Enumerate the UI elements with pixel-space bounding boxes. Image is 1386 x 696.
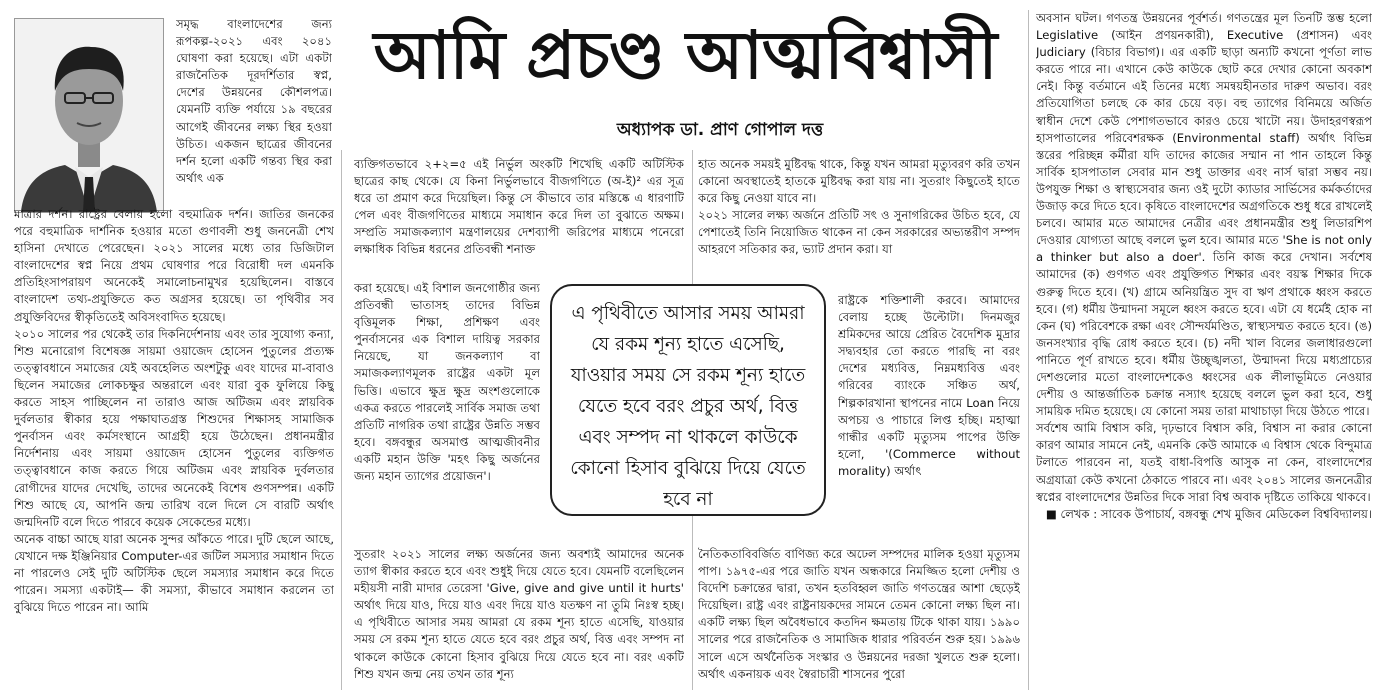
col2-paragraph-2: করা হয়েছে। এই বিশাল জনগোষ্ঠীর জন্য প্রতিবন্ধী ভাতাসহ তাদের বিভিন্ন বৃত্তিমূলক শিক্ষা, প্রশিক্ষণ এবং পুনর্বাসনের এক বিশাল দায়িত্ব সরকার নিয়েছে, যা জনকল্যাণ বা সমাজকল্যাণমূলক রাষ্ট্রের একটা মূল ভিত্তি। এভাবে ক্ষুদ্র ক্ষুদ্র অংশগুলোকে একত্র করতে পারলেই সার্বিক সমাজ তথা প্রতিটি নাগরিক তথা রাষ্ট্রের উন্নতি সম্ভব হবে। বঙ্গবন্ধুর অসমাপ্ত আত্মজীবনীর একটি মহান উক্তি 'মহৎ কিছু অর্জনের জন্য মহান ত্যাগের প্রয়োজন'।: [354, 281, 540, 484]
sidebar-intro-text: [176, 16, 332, 204]
column-2-bottom: [354, 546, 684, 690]
col4-paragraph-2: সর্বশেষ আমি বিশ্বাস করি, দৃঢ়ভাবে বিশ্বাস করি, বিশ্বাস না করার কোনো কারণ আমার সামনে নেই, এমনকি কেউ আমাকে এ বিশ্বাস থেকে বিন্দুমাত্র টলাতে পারবেন না, যতই বাধা-বিপত্তি আসুক না কেন, বাংলাদেশের অগ্রযাত্রা কেউ কখনো ঠেকাতে পারবে না। এবং ২০৪১ সালের জননেত্রীর স্বপ্নের বাংলাদেশের উন্নতির দিকে সারা বিশ্ব অবাক দৃষ্টিতে তাকিয়ে থাকবে।: [1036, 421, 1372, 504]
col2-paragraph-1: ব্যক্তিগতভাবে ২+২=৫ এই নির্ভুল অংকটি শিখেছি একটি অটিস্টিক ছাত্রের কাছ থেকে। যে কিনা নির্ভুলভাবে বীজগণিতে (অ-ই)² এর সূত্র ধরে তা প্রমাণ করে দিয়েছিল। কিন্তু সে কীভাবে তার মস্তিষ্কে এ ধারণাটি পেল এবং বীজগণিতের মাধ্যমে সমাধান করে দিল তা বুঝাতে অক্ষম। সম্প্রতি সমাজকল্যাণ মন্ত্রণালয়ের দেশব্যাপী জরিপের মাধ্যমে পনেরো লক্ষাধিক বিভিন্ন ধরনের প্রতিবন্ধী শনাক্ত: [354, 157, 684, 257]
col1-paragraph-2: ২০১০ সালের পর থেকেই তার দিকনির্দেশনায় এবং তার সুযোগ্য কন্যা, শিশু মনোরোগ বিশেষজ্ঞ সায়মা ওয়াজেদ হোসেন পুতুলের প্রত্যক্ষ তত্ত্বাবধানে সমাজের যেই অবহেলিত অংশটুকু এবং যাদের মা-বাবাও ছিলেন সমাজের লোকচক্ষুর অন্তরালে এবং যারা বুক ফুলিয়ে কিছু করতে সাহস পাচ্ছিলেন না তারাও আজ অটিজম এবং স্নায়বিক দুর্বলতার স্বীকার হয়ে পক্ষাঘাতগ্রস্ত শিশুদের শিক্ষাসহ সামাজিক পুনর্বাসন এবং কর্মসংস্থানে আগ্রহী হয়ে উঠেছেন। প্রধানমন্ত্রীর নির্দেশনায় এবং সায়মা ওয়াজেদ হোসেন পুতুলের ব্যক্তিগত তত্ত্বাবধানে কাজ করতে গিয়ে অটিজম এবং স্নায়বিক দুর্বলতার রোগীদের যাদের দেখেছি, তাদের অনেকেই বিশেষ গুণসম্পন্ন। একটি শিশু আছে যে, আপনি জন্ম তারিখ বলে দিলে সে বারটি অর্থাৎ জন্মদিনটি বলে দিতে পারবে কয়েক সেকেন্ডের মধ্যে।: [14, 326, 334, 529]
pull-quote: [550, 284, 826, 516]
column-3-bottom: [698, 546, 1020, 690]
column-divider: [1028, 10, 1029, 690]
author-photo: [14, 18, 164, 213]
col3-paragraph-2: ২০২১ সালের লক্ষ্য অর্জনে প্রতিটি সৎ ও সুনাগরিকের উচিত হবে, যে পেশাতেই তিনি নিয়োজিত থাকেন না কেন সরকারের অভ্যন্তরীণ সম্পদ আহরণে সতিকার কর, ভ্যাট প্রদান করা। যা: [698, 208, 1020, 257]
page-title: আমি প্রচণ্ড আত্মবিশ্বাসী: [373, 17, 997, 94]
author-byline: অধ্যাপক ডা. প্রাণ গোপাল দত্ত: [616, 120, 824, 140]
author-portrait-icon: [15, 19, 163, 212]
author-note: ■ লেখক : সাবেক উপাচার্য, বঙ্গবন্ধু শেখ মুজিব মেডিকেল বিশ্ববিদ্যালয়।: [1045, 506, 1372, 521]
column-1: [14, 206, 334, 690]
column-3-top: [698, 156, 1020, 288]
pull-quote-text: এ পৃথিবীতে আসার সময় আমরা যে রকম শূন্য হাতে এসেছি, যাওয়ার সময় সে রকম শূন্য হাতে যেতে হবে বরং প্রচুর অর্থ, বিত্ত এবং সম্পদ না থাকলে কাউকে কোনো হিসাব বুঝিয়ে দিয়ে যেতে হবে না: [570, 303, 806, 510]
col1-paragraph-3: অনেক বাচ্চা আছে যারা অনেক সুন্দর আঁকতে পারে। দুটি ছেলে আছে, যেখানে দক্ষ ইঞ্জিনিয়ার Computer-এর জটিল সমস্যার সমাধান দিতে না পারলেও সেই দুটি অটিস্টিক ছেলে সমস্যার সমাধান করে দিতে পারেন। সমস্যা একটাই— কী সমস্যা, কীভাবে সমাধান করলেন তা বুঝিয়ে দিতে পারেন না। আমি: [14, 531, 334, 615]
intro-paragraph: সমৃদ্ধ বাংলাদেশের জন্য রূপকল্প-২০২১ এবং ২০৪১ ঘোষণা করা হয়েছে। এটা একটা রাজনৈতিক দূরদর্শিতার স্বপ্ন, দেশের উন্নয়নের কৌশলপত্র। যেমনটি ব্যক্তি পর্যায়ে ১৯ বছরের আগেই জীবনের লক্ষ্য স্থির হওয়া উচিত। একজন ছাত্রের জীবনের দর্শন হলো একটি গন্তব্য স্থির করা অর্থাৎ এক: [176, 17, 332, 185]
col3-paragraph-1: হাত অনেক সময়ই মুষ্টিবদ্ধ থাকে, কিন্তু যখন আমরা মৃত্যুবরণ করি তখন কোনো অবস্থাতেই হাতকে মুষ্টিবদ্ধ করা যায় না। সুতরাং কিছুতেই হাতে করে কিছু নেওয়া যাবে না।: [698, 157, 1020, 206]
col2-paragraph-3: সুতরাং ২০২১ সালের লক্ষ্য অর্জনের জন্য অবশ্যই আমাদের অনেক ত্যাগ স্বীকার করতে হবে এবং শুধুই দিয়ে যেতে হবে। যেমনটি বলেছিলেন মহীয়সী নারী মাদার তেরেসা 'Give, give and give until it hurts' অর্থাৎ দিয়ে যাও, দিয়ে যাও এবং দিয়ে যাও যতক্ষণ না তুমি নিঃস্ব হচ্ছ। এ পৃথিবীতে আসার সময় আমরা যে রকম শূন্য হাতে এসেছি, যাওয়ার সময় সে রকম শূন্য হাতে যেতে হবে বরং প্রচুর অর্থ, বিত্ত এবং সম্পদ না থাকলে কাউকে কোনো হিসাব বুঝিয়ে দিয়ে যেতে হবে না। বরং একটি শিশু যখন জন্ম নেয় তখন তার শূন্য: [354, 547, 684, 681]
column-2-narrow: [354, 280, 540, 542]
col4-paragraph-1: অবসান ঘটল। গণতন্ত্র উন্নয়নের পূর্বশর্ত। গণতন্ত্রের মূল তিনটি স্তম্ভ হলো Legislative (আইন প্রণয়নকারী), Executive (প্রশাসন) এবং Judiciary (বিচার বিভাগ)। এর একটি ছাড়া অন্যটি কখনো পূর্ণতা লাভ করতে পারে না। এখানে কেউ কাউকে ছোট করে দেখার কোনো অবকাশ নেই। কিন্তু বর্তমানে এই তিনের মধ্যে সমন্বয়হীনতার দারুণ অভাব। বরং প্রতিযোগিতা চলছে কে কার চেয়ে বড়। বহু ত্যাগের বিনিময়ে অর্জিত স্বাধীন দেশে কেউ পেশাগতভাবে কারও চেয়ে খাটো নয়। উদাহরণস্বরূপ হাসপাতালের পরিবেশরক্ষক (Environmental staff) অর্থাৎ বিভিন্ন স্তরের পরিচ্ছন্ন কর্মীরা যদি তাদের কাজের সম্মান না পান তাহলে কিন্তু সার্বিক হাসপাতাল সেবার মান শুধু ডাক্তার এবং নার্স দ্বারা সম্ভব নয়। উপযুক্ত শিক্ষা ও স্বাস্থ্যসেবার জন্য ওই দুটো ক্যাডার সার্ভিসের কর্মকর্তাদের উজাড় করে দিতে হবে। কৃষিতে বাংলাদেশের অগ্রগতিকে শুধু ধরে রাখলেই চলবে। আমার মতে আমাদের নেত্রীর এবং প্রধানমন্ত্রীর শুধু লিডারশিপ দেওয়ার যোগ্যতা আছে বললে ভুল হবে। আমার মতে 'She is not only a thinker but also a doer'. তিনি কাজ করে দেখান। সর্বশেষ আমাদের (ক) গুণগত এবং প্রযুক্তিগত শিক্ষার এবং বয়স্ক শিক্ষার দিকে গুরুত্ব দিতে হবে। (খ) গ্রামে অনিয়ন্ত্রিত সুদ বা ঋণ প্রথাকে ধ্বংস করতে হবে। (গ) ধর্মীয় উন্মাদনা সমূলে ধ্বংস করতে হবে। এটা যে ধর্মেই হোক না কেন (ঘ) পরিবেশকে রক্ষা এবং সৌন্দর্যমণ্ডিত, স্বাস্থ্যসম্মত করতে হবে। (ঙ) জনসংখ্যার বৃদ্ধি রোধ করতে হবে। (চ) নদী খাল বিলের জলাধারগুলো পানিতে পূর্ণ রাখতে হবে। ধর্মীয় উচ্ছৃঙ্খলতা, উন্মাদনা দিয়ে মধ্যপ্রাচ্যের দেশগুলোর মতো বাংলাদেশকেও ধ্বংসের এক লীলাভূমিতে নেওয়ার দেশীয় ও আন্তর্জাতিক চক্রান্ত নস্যাৎ হয়েছে বললে ভুল করা হবে, শুধু সাময়িক দমিত হয়েছে। যে কোনো সময় তারা মাথাচাড়া দিয়ে উঠতে পারে।: [1036, 11, 1372, 419]
col1-paragraph-1: মাত্রার দর্শন। রাষ্ট্রের বেলায় হলো বহুমাত্রিক দর্শন। জাতির জনকের পরে বহুমাত্রিক দার্শনিক হওয়ার মতো গুণাবলী শুধু জননেত্রী শেখ হাসিনা দেখাতে পেরেছেন। ২০২১ সালের মধ্যে তার ডিজিটাল বাংলাদেশের স্বপ্ন নিয়ে প্রথম ঘোষণার পরে বিরোধী দল এমনকি প্রতিহিংসাপরায়ণ অনেকেই সমালোচনামুখর হয়েছিলেন। বাস্তবে বাংলাদেশ তথ্য-প্রযুক্তিতে কত অগ্রসর হয়েছে। তা পৃথিবীর সব প্রযুক্তিবিদের স্বীকৃতিতেই অবিসংবাদিত হয়েছে।: [14, 207, 334, 324]
column-4: [1036, 10, 1372, 690]
col3-paragraph-4: নৈতিকতাবিবর্জিত বাণিজ্য করে অঢেল সম্পদের মালিক হওয়া মৃত্যুসম পাপ। ১৯৭৫-এর পরে জাতি যখন অন্ধকারে নিমজ্জিত হলো দেশীয় ও বিদেশি চক্রান্তের দ্বারা, তখন হতবিহ্বল জাতি গণতন্ত্রের আশা ছেড়েই দিয়েছিল। রাষ্ট্র এবং রাষ্ট্রনায়কদের সামনে তেমন কোনো লক্ষ্য ছিল না। একটি লক্ষ্য ছিল অবৈধভাবে কতদিন ক্ষমতায় টিকে থাকা যায়। ১৯৯০ সালের পরে রাজনৈতিক ও সামাজিক ধারার পরিবর্তন শুরু হয়। ১৯৯৬ সালে এসে অর্থনৈতিক সংস্কার ও উন্নয়নের দরজা খুলতে শুরু হলো। অর্থাৎ একনায়ক এবং স্বৈরাচারী শাসনের পুরো: [698, 547, 1020, 681]
column-3-narrow: [838, 292, 1020, 542]
column-2-top: [354, 156, 684, 276]
col3-paragraph-3: রাষ্ট্রকে শক্তিশালী করবে। আমাদের বেলায় হচ্ছে উল্টোটা। দিনমজুর শ্রমিকদের আয়ে প্রেরিত বৈদেশিক মুদ্রার সদ্ব্যবহার তো করতে পারছি না বরং দেশের মধ্যবিত্ত, নিম্নমধ্যবিত্ত এবং গরিবের ব্যাংকে সঞ্চিত অর্থ, শিল্পকারখানা স্থাপনের নামে Loan নিয়ে অপচয় ও পাচারে লিপ্ত হচ্ছি। মহাত্মা গান্ধীর একটি মৃত্যুসম পাপের উক্তি হলো, '(Commerce without morality) অর্থাৎ: [838, 293, 1020, 478]
column-divider: [341, 150, 342, 690]
